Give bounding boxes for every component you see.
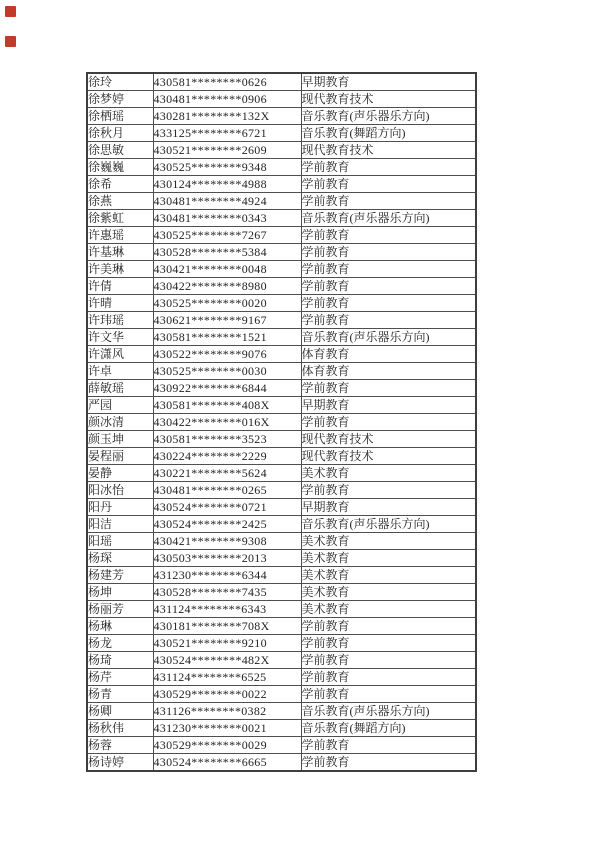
student-name-cell: 杨建芳 <box>87 567 153 584</box>
student-id-cell: 430528********5384 <box>153 244 301 261</box>
major-cell: 早期教育 <box>301 397 476 414</box>
student-id-cell: 430421********0048 <box>153 261 301 278</box>
student-name-cell: 徐紫虹 <box>87 210 153 227</box>
student-id-cell: 431230********6344 <box>153 567 301 584</box>
student-name-cell: 许惠瑶 <box>87 227 153 244</box>
student-name-cell: 杨卿 <box>87 703 153 720</box>
student-id-cell: 430522********9076 <box>153 346 301 363</box>
major-cell: 美术教育 <box>301 533 476 550</box>
student-name-cell: 阳丹 <box>87 499 153 516</box>
student-id-cell: 431126********0382 <box>153 703 301 720</box>
student-name-cell: 杨琛 <box>87 550 153 567</box>
major-cell: 学前教育 <box>301 618 476 635</box>
major-cell: 现代教育技术 <box>301 91 476 108</box>
table-row <box>87 210 476 227</box>
major-cell: 现代教育技术 <box>301 142 476 159</box>
table-row <box>87 329 476 346</box>
student-name-cell: 颜冰清 <box>87 414 153 431</box>
student-name-cell: 杨蓉 <box>87 737 153 754</box>
major-cell: 美术教育 <box>301 584 476 601</box>
student-id-cell: 430525********0020 <box>153 295 301 312</box>
student-id-cell: 430521********2609 <box>153 142 301 159</box>
table-row <box>87 567 476 584</box>
major-cell: 学前教育 <box>301 482 476 499</box>
major-cell: 学前教育 <box>301 176 476 193</box>
table-row <box>87 295 476 312</box>
student-name-cell: 许基琳 <box>87 244 153 261</box>
student-name-cell: 徐希 <box>87 176 153 193</box>
major-cell: 音乐教育(舞蹈方向) <box>301 720 476 737</box>
student-id-cell: 430281********132X <box>153 108 301 125</box>
table-row <box>87 363 476 380</box>
student-name-cell: 许潇风 <box>87 346 153 363</box>
student-name-cell: 许玮瑶 <box>87 312 153 329</box>
major-cell: 音乐教育(舞蹈方向) <box>301 125 476 142</box>
student-name-cell: 徐燕 <box>87 193 153 210</box>
student-name-cell: 薛敏瑶 <box>87 380 153 397</box>
table-row <box>87 73 476 91</box>
table-row <box>87 584 476 601</box>
student-id-cell: 430481********4924 <box>153 193 301 210</box>
student-id-cell: 430481********0343 <box>153 210 301 227</box>
table-row <box>87 499 476 516</box>
major-cell: 学前教育 <box>301 261 476 278</box>
student-id-cell: 430524********482X <box>153 652 301 669</box>
table-row <box>87 635 476 652</box>
major-cell: 体育教育 <box>301 346 476 363</box>
student-id-cell: 430525********7267 <box>153 227 301 244</box>
student-name-cell: 阳洁 <box>87 516 153 533</box>
student-id-cell: 430224********2229 <box>153 448 301 465</box>
student-id-cell: 430525********9348 <box>153 159 301 176</box>
table-row <box>87 737 476 754</box>
table-row <box>87 397 476 414</box>
student-roster-table <box>86 72 477 772</box>
major-cell: 学前教育 <box>301 754 476 772</box>
table-row <box>87 278 476 295</box>
student-id-cell: 430521********9210 <box>153 635 301 652</box>
student-name-cell: 徐梦婷 <box>87 91 153 108</box>
table-row <box>87 380 476 397</box>
student-id-cell: 430181********708X <box>153 618 301 635</box>
student-id-cell: 430221********5624 <box>153 465 301 482</box>
table-row <box>87 720 476 737</box>
table-row <box>87 618 476 635</box>
table-row <box>87 193 476 210</box>
major-cell: 学前教育 <box>301 414 476 431</box>
major-cell: 学前教育 <box>301 652 476 669</box>
major-cell: 学前教育 <box>301 278 476 295</box>
red-mark-icon <box>5 36 16 47</box>
major-cell: 学前教育 <box>301 227 476 244</box>
student-name-cell: 阳冰怡 <box>87 482 153 499</box>
table-row <box>87 516 476 533</box>
major-cell: 音乐教育(声乐器乐方向) <box>301 108 476 125</box>
student-name-cell: 许美琳 <box>87 261 153 278</box>
student-name-cell: 晏程丽 <box>87 448 153 465</box>
student-name-cell: 徐栖瑶 <box>87 108 153 125</box>
table-row <box>87 431 476 448</box>
table-row <box>87 550 476 567</box>
major-cell: 早期教育 <box>301 73 476 91</box>
major-cell: 美术教育 <box>301 465 476 482</box>
major-cell: 学前教育 <box>301 686 476 703</box>
student-id-cell: 430503********2013 <box>153 550 301 567</box>
table-row <box>87 261 476 278</box>
student-name-cell: 杨龙 <box>87 635 153 652</box>
major-cell: 音乐教育(声乐器乐方向) <box>301 703 476 720</box>
student-name-cell: 杨诗婷 <box>87 754 153 772</box>
student-name-cell: 杨琦 <box>87 652 153 669</box>
table-row <box>87 227 476 244</box>
student-id-cell: 430524********0721 <box>153 499 301 516</box>
student-id-cell: 430528********7435 <box>153 584 301 601</box>
major-cell: 音乐教育(声乐器乐方向) <box>301 210 476 227</box>
student-id-cell: 430524********2425 <box>153 516 301 533</box>
student-id-cell: 430524********6665 <box>153 754 301 772</box>
major-cell: 学前教育 <box>301 244 476 261</box>
student-name-cell: 杨芹 <box>87 669 153 686</box>
major-cell: 学前教育 <box>301 635 476 652</box>
student-name-cell: 许倩 <box>87 278 153 295</box>
major-cell: 现代教育技术 <box>301 448 476 465</box>
table-row <box>87 652 476 669</box>
student-name-cell: 阳瑶 <box>87 533 153 550</box>
student-id-cell: 430421********9308 <box>153 533 301 550</box>
student-id-cell: 430922********6844 <box>153 380 301 397</box>
table-row <box>87 159 476 176</box>
student-name-cell: 杨青 <box>87 686 153 703</box>
student-id-cell: 430581********3523 <box>153 431 301 448</box>
student-id-cell: 431124********6525 <box>153 669 301 686</box>
student-id-cell: 430422********8980 <box>153 278 301 295</box>
student-name-cell: 徐秋月 <box>87 125 153 142</box>
table-row <box>87 346 476 363</box>
major-cell: 学前教育 <box>301 669 476 686</box>
student-id-cell: 433125********6721 <box>153 125 301 142</box>
table-row <box>87 703 476 720</box>
table-row <box>87 312 476 329</box>
table-row <box>87 669 476 686</box>
student-name-cell: 杨秋伟 <box>87 720 153 737</box>
major-cell: 学前教育 <box>301 380 476 397</box>
table-row <box>87 142 476 159</box>
student-id-cell: 430621********9167 <box>153 312 301 329</box>
student-id-cell: 430529********0029 <box>153 737 301 754</box>
table-row <box>87 414 476 431</box>
major-cell: 体育教育 <box>301 363 476 380</box>
table-row <box>87 754 476 772</box>
student-name-cell: 杨丽芳 <box>87 601 153 618</box>
student-id-cell: 430525********0030 <box>153 363 301 380</box>
student-id-cell: 430581********1521 <box>153 329 301 346</box>
student-id-cell: 430422********016X <box>153 414 301 431</box>
student-name-cell: 徐巍巍 <box>87 159 153 176</box>
major-cell: 美术教育 <box>301 601 476 618</box>
student-id-cell: 430581********0626 <box>153 73 301 91</box>
student-name-cell: 颜玉坤 <box>87 431 153 448</box>
major-cell: 学前教育 <box>301 295 476 312</box>
student-name-cell: 许卓 <box>87 363 153 380</box>
table-row <box>87 125 476 142</box>
table-row <box>87 465 476 482</box>
student-id-cell: 430481********0906 <box>153 91 301 108</box>
student-id-cell: 431124********6343 <box>153 601 301 618</box>
student-name-cell: 杨坤 <box>87 584 153 601</box>
student-id-cell: 430529********0022 <box>153 686 301 703</box>
student-name-cell: 徐玲 <box>87 73 153 91</box>
table-row <box>87 91 476 108</box>
major-cell: 美术教育 <box>301 567 476 584</box>
student-name-cell: 晏静 <box>87 465 153 482</box>
major-cell: 学前教育 <box>301 193 476 210</box>
major-cell: 学前教育 <box>301 312 476 329</box>
student-name-cell: 徐思敏 <box>87 142 153 159</box>
student-id-cell: 430124********4988 <box>153 176 301 193</box>
major-cell: 早期教育 <box>301 499 476 516</box>
student-name-cell: 严园 <box>87 397 153 414</box>
major-cell: 美术教育 <box>301 550 476 567</box>
major-cell: 现代教育技术 <box>301 431 476 448</box>
student-id-cell: 431230********0021 <box>153 720 301 737</box>
table-row <box>87 686 476 703</box>
student-id-cell: 430481********0265 <box>153 482 301 499</box>
table-row <box>87 482 476 499</box>
major-cell: 学前教育 <box>301 159 476 176</box>
major-cell: 音乐教育(声乐器乐方向) <box>301 516 476 533</box>
table-row <box>87 448 476 465</box>
major-cell: 音乐教育(声乐器乐方向) <box>301 329 476 346</box>
table-row <box>87 533 476 550</box>
student-name-cell: 许晴 <box>87 295 153 312</box>
table-row <box>87 108 476 125</box>
student-name-cell: 杨琳 <box>87 618 153 635</box>
table-row <box>87 601 476 618</box>
table-row <box>87 176 476 193</box>
student-name-cell: 许文华 <box>87 329 153 346</box>
student-id-cell: 430581********408X <box>153 397 301 414</box>
major-cell: 学前教育 <box>301 737 476 754</box>
table-row <box>87 244 476 261</box>
red-mark-icon <box>5 6 16 17</box>
